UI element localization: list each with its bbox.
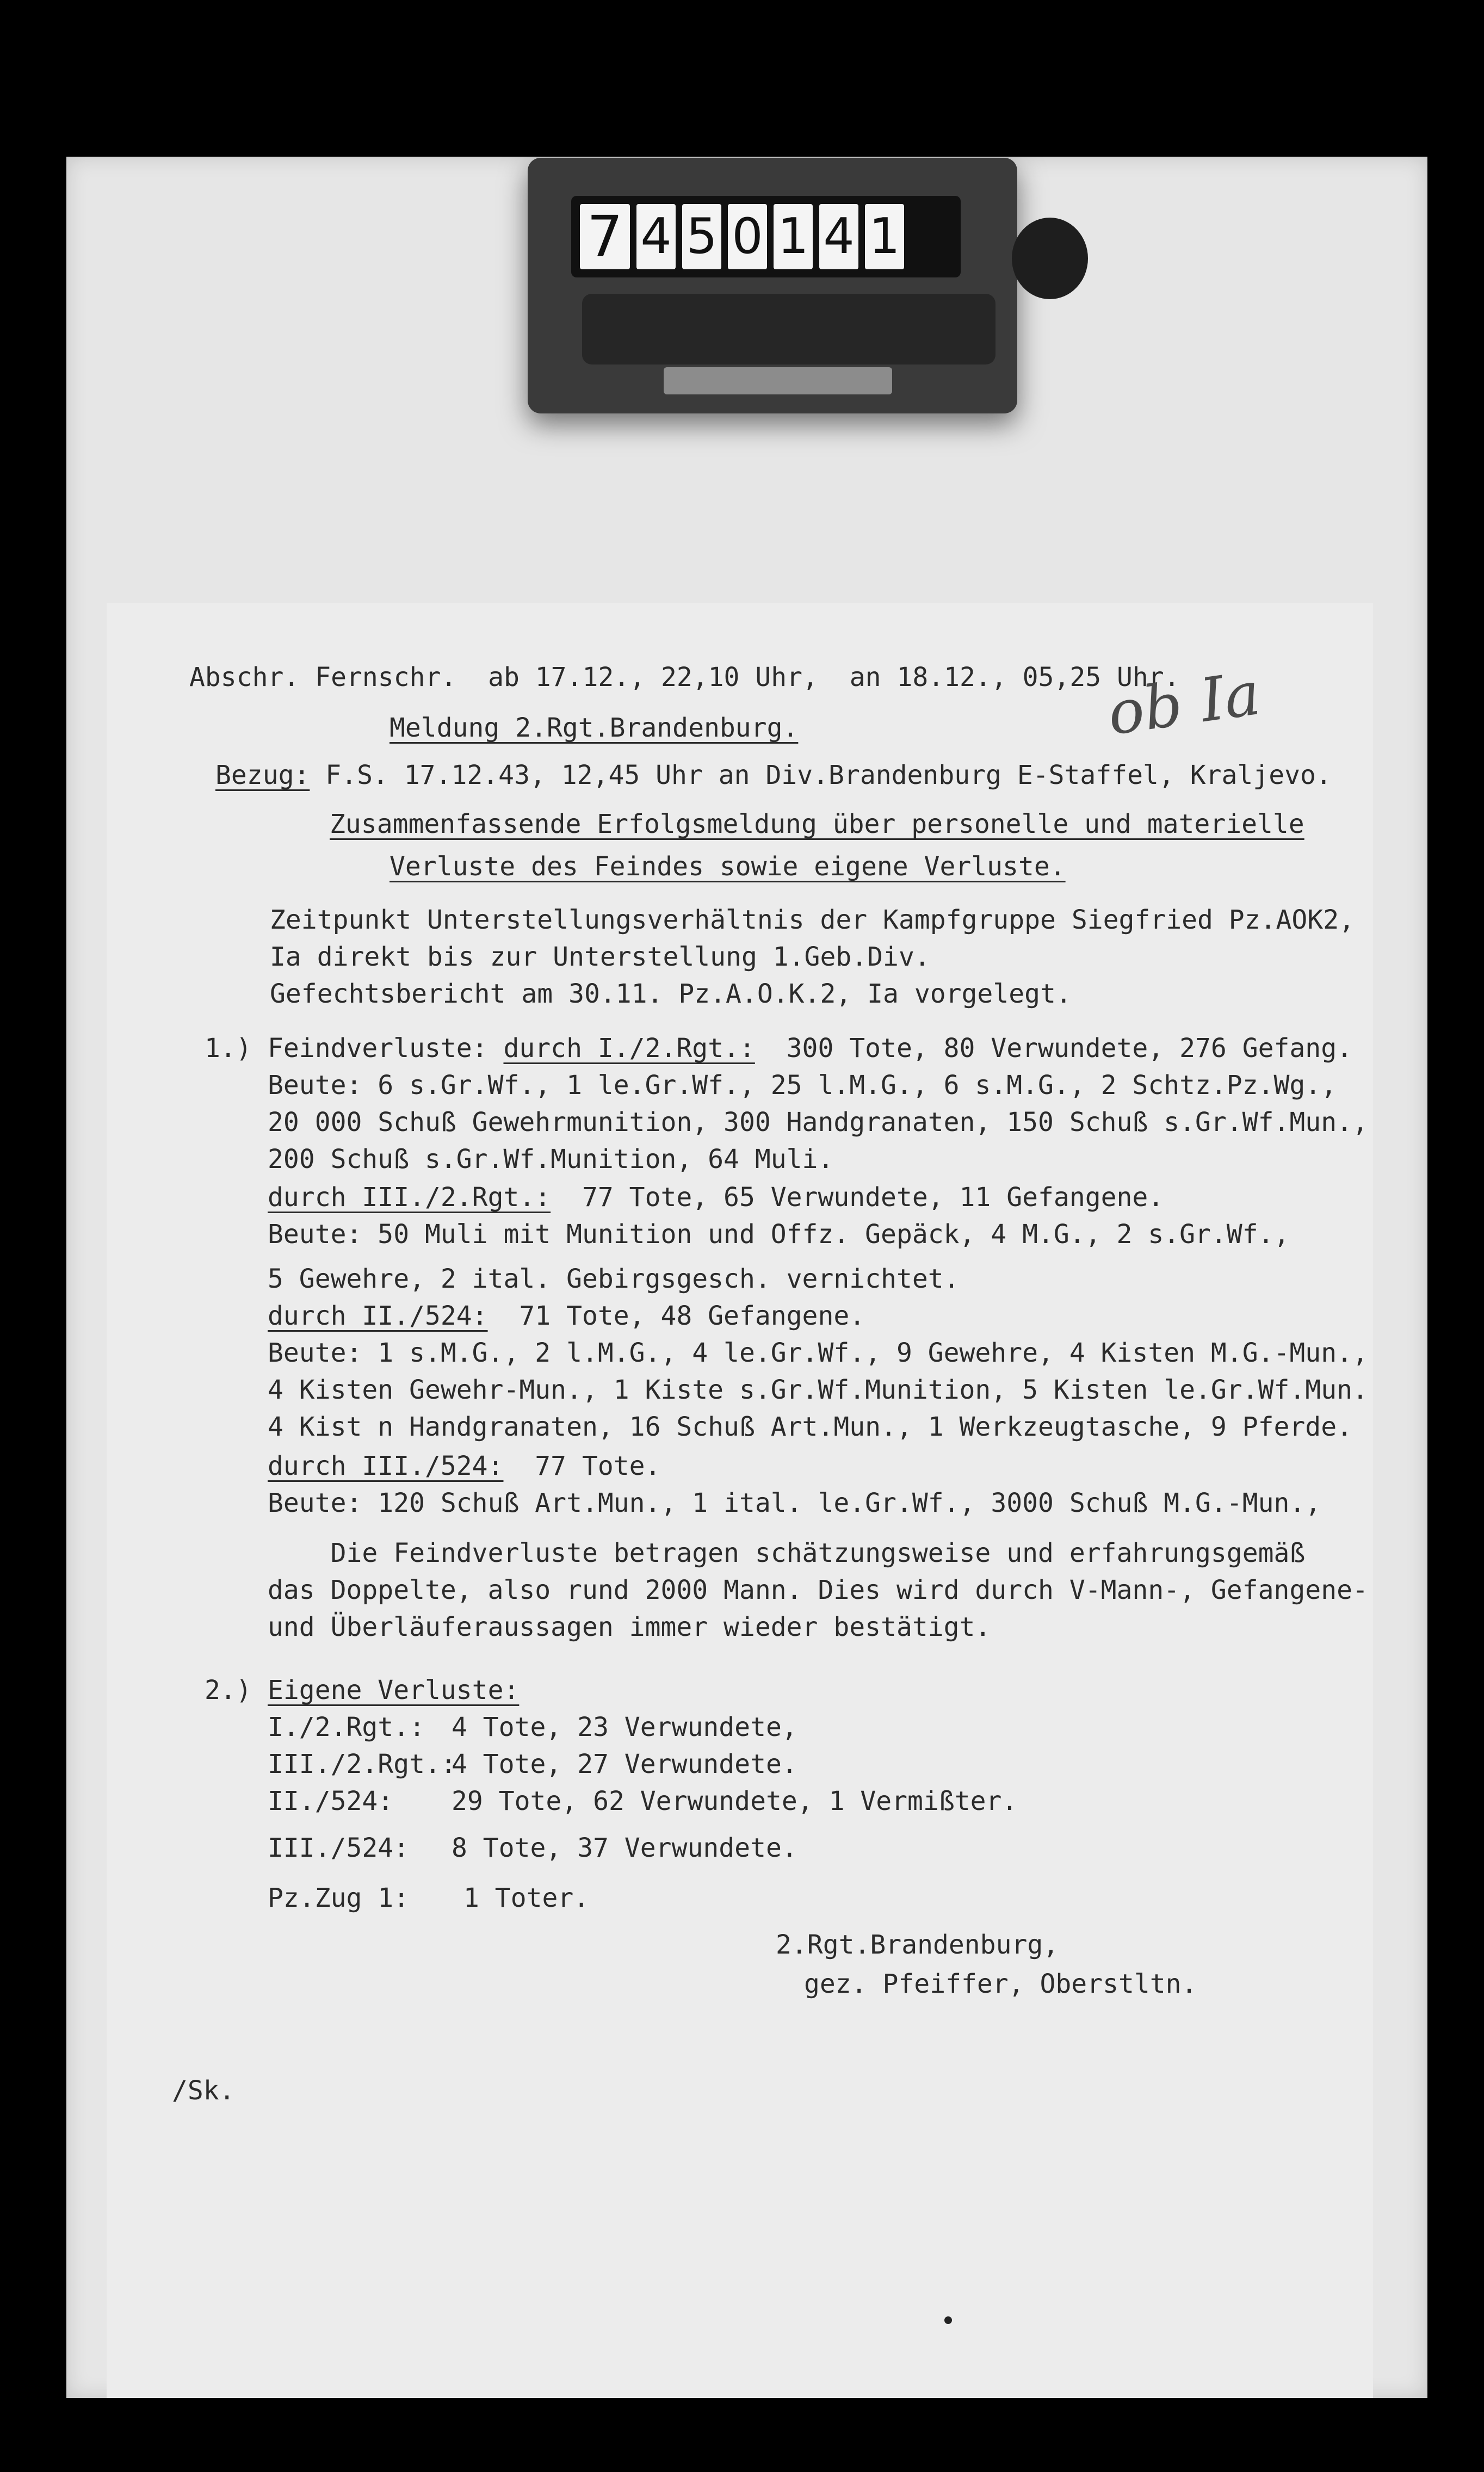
counter-body xyxy=(528,158,1017,413)
counter-digit: 7 xyxy=(580,204,630,269)
beute-line: Beute: 6 s.Gr.Wf., 1 le.Gr.Wf., 25 l.M.G., 6 s.M.G., 2 Schtz.Pz.Wg., xyxy=(268,1070,1337,1101)
frame-counter-device xyxy=(522,158,1044,446)
document-body xyxy=(107,603,1373,2398)
loss-text: 4 Tote, 23 Verwundete, xyxy=(452,1712,797,1742)
loss-text: 8 Tote, 37 Verwundete. xyxy=(452,1833,797,1863)
loss-unit: III./524: xyxy=(268,1833,410,1863)
unit-label: durch I./2.Rgt.: xyxy=(503,1033,755,1064)
reference-line xyxy=(215,756,1332,794)
section-number: 1.) xyxy=(205,1033,252,1064)
unit-label: durch II./524: xyxy=(268,1301,488,1331)
beute-line: 200 Schuß s.Gr.Wf.Munition, 64 Muli. xyxy=(268,1144,834,1175)
counter-digit: 4 xyxy=(636,204,676,269)
reference-label: Bezug: xyxy=(215,760,310,790)
section-number: 2.) xyxy=(205,1675,252,1705)
report-title: Meldung 2.Rgt.Brandenburg. xyxy=(389,713,799,743)
handwritten-annotation: ob Ia xyxy=(1103,658,1265,749)
initials: /Sk. xyxy=(172,2075,235,2106)
loss-unit: Pz.Zug 1: xyxy=(268,1883,410,1913)
page-dot xyxy=(944,2316,952,2324)
loss-unit: II./524: xyxy=(268,1786,394,1816)
intro-line: Gefechtsbericht am 30.11. Pz.A.O.K.2, Ia vorgelegt. xyxy=(270,979,1072,1009)
document-page xyxy=(107,603,1373,2398)
loss-text: 29 Tote, 62 Verwundete, 1 Vermißter. xyxy=(452,1786,1018,1816)
loss-unit: I./2.Rgt.: xyxy=(268,1712,425,1742)
estimate-line: das Doppelte, also rund 2000 Mann. Dies wird durch V-Mann-, Gefangene- xyxy=(268,1575,1368,1605)
signature-unit: 2.Rgt.Brandenburg, xyxy=(776,1930,1059,1960)
subject-line-1: Zusammenfassende Erfolgsmeldung über personelle und materielle xyxy=(330,809,1304,839)
beute-line: 4 Kist n Handgranaten, 16 Schuß Art.Mun., 1 Werkzeugtasche, 9 Pferde. xyxy=(268,1412,1352,1442)
section-label: Feindverluste: xyxy=(268,1033,488,1064)
group-1-header xyxy=(268,1029,1352,1067)
loss-text: 4 Tote, 27 Verwundete. xyxy=(452,1749,797,1779)
beute-line: 20 000 Schuß Gewehrmunition, 300 Handgranaten, 150 Schuß s.Gr.Wf.Mun., xyxy=(268,1107,1368,1138)
beute-line: Beute: 50 Muli mit Munition und Offz. Gepäck, 4 M.G., 2 s.Gr.Wf., xyxy=(268,1219,1290,1250)
intro-line: Zeitpunkt Unterstellungsverhältnis der Kampfgruppe Siegfried Pz.AOK2, xyxy=(270,905,1355,935)
counter-digit: 0 xyxy=(728,204,767,269)
intro-line: Ia direkt bis zur Unterstellung 1.Geb.Div. xyxy=(270,942,930,972)
loss-unit: III./2.Rgt.: xyxy=(268,1749,456,1779)
loss-summary: 71 Tote, 48 Gefangene. xyxy=(487,1301,865,1331)
counter-digit: 1 xyxy=(774,204,813,269)
beute-line: 5 Gewehre, 2 ital. Gebirgsgesch. vernichtet. xyxy=(268,1264,960,1294)
counter-digit: 1 xyxy=(865,204,904,269)
estimate-line: und Überläuferaussagen immer wieder bestätigt. xyxy=(268,1612,991,1642)
unit-label: durch III./524: xyxy=(268,1451,504,1481)
counter-digits xyxy=(571,196,961,277)
loss-summary: 300 Tote, 80 Verwundete, 276 Gefang. xyxy=(755,1033,1352,1064)
counter-knob xyxy=(1012,218,1088,299)
loss-summary: 77 Tote, 65 Verwundete, 11 Gefangene. xyxy=(551,1182,1164,1213)
section-label: Eigene Verluste: xyxy=(268,1675,520,1705)
beute-line: Beute: 1 s.M.G., 2 l.M.G., 4 le.Gr.Wf., 9 Gewehre, 4 Kisten M.G.-Mun., xyxy=(268,1338,1368,1368)
signature-name: gez. Pfeiffer, Oberstltn. xyxy=(804,1969,1197,1999)
subject-line-2: Verluste des Feindes sowie eigene Verluste. xyxy=(389,851,1066,882)
group-4-header xyxy=(268,1447,660,1485)
estimate-line: Die Feindverluste betragen schätzungsweise und erfahrungsgemäß xyxy=(268,1538,1306,1568)
counter-grip xyxy=(582,294,995,364)
counter-digit: 4 xyxy=(819,204,858,269)
unit-label: durch III./2.Rgt.: xyxy=(268,1182,551,1213)
beute-line: Beute: 120 Schuß Art.Mun., 1 ital. le.Gr.Wf., 3000 Schuß M.G.-Mun., xyxy=(268,1488,1321,1518)
counter-digit: 5 xyxy=(682,204,721,269)
loss-summary: 77 Tote. xyxy=(503,1451,661,1481)
header-line: Abschr. Fernschr. ab 17.12., 22,10 Uhr, an 18.12., 05,25 Uhr. xyxy=(189,662,1180,693)
group-2-header xyxy=(268,1178,1164,1216)
beute-line: 4 Kisten Gewehr-Mun., 1 Kiste s.Gr.Wf.Munition, 5 Kisten le.Gr.Wf.Mun. xyxy=(268,1375,1368,1405)
group-3-header xyxy=(268,1297,865,1335)
counter-plate xyxy=(664,367,892,394)
reference-text: F.S. 17.12.43, 12,45 Uhr an Div.Brandenburg E-Staffel, Kraljevo. xyxy=(310,760,1332,790)
loss-text: 1 Toter. xyxy=(463,1883,590,1913)
